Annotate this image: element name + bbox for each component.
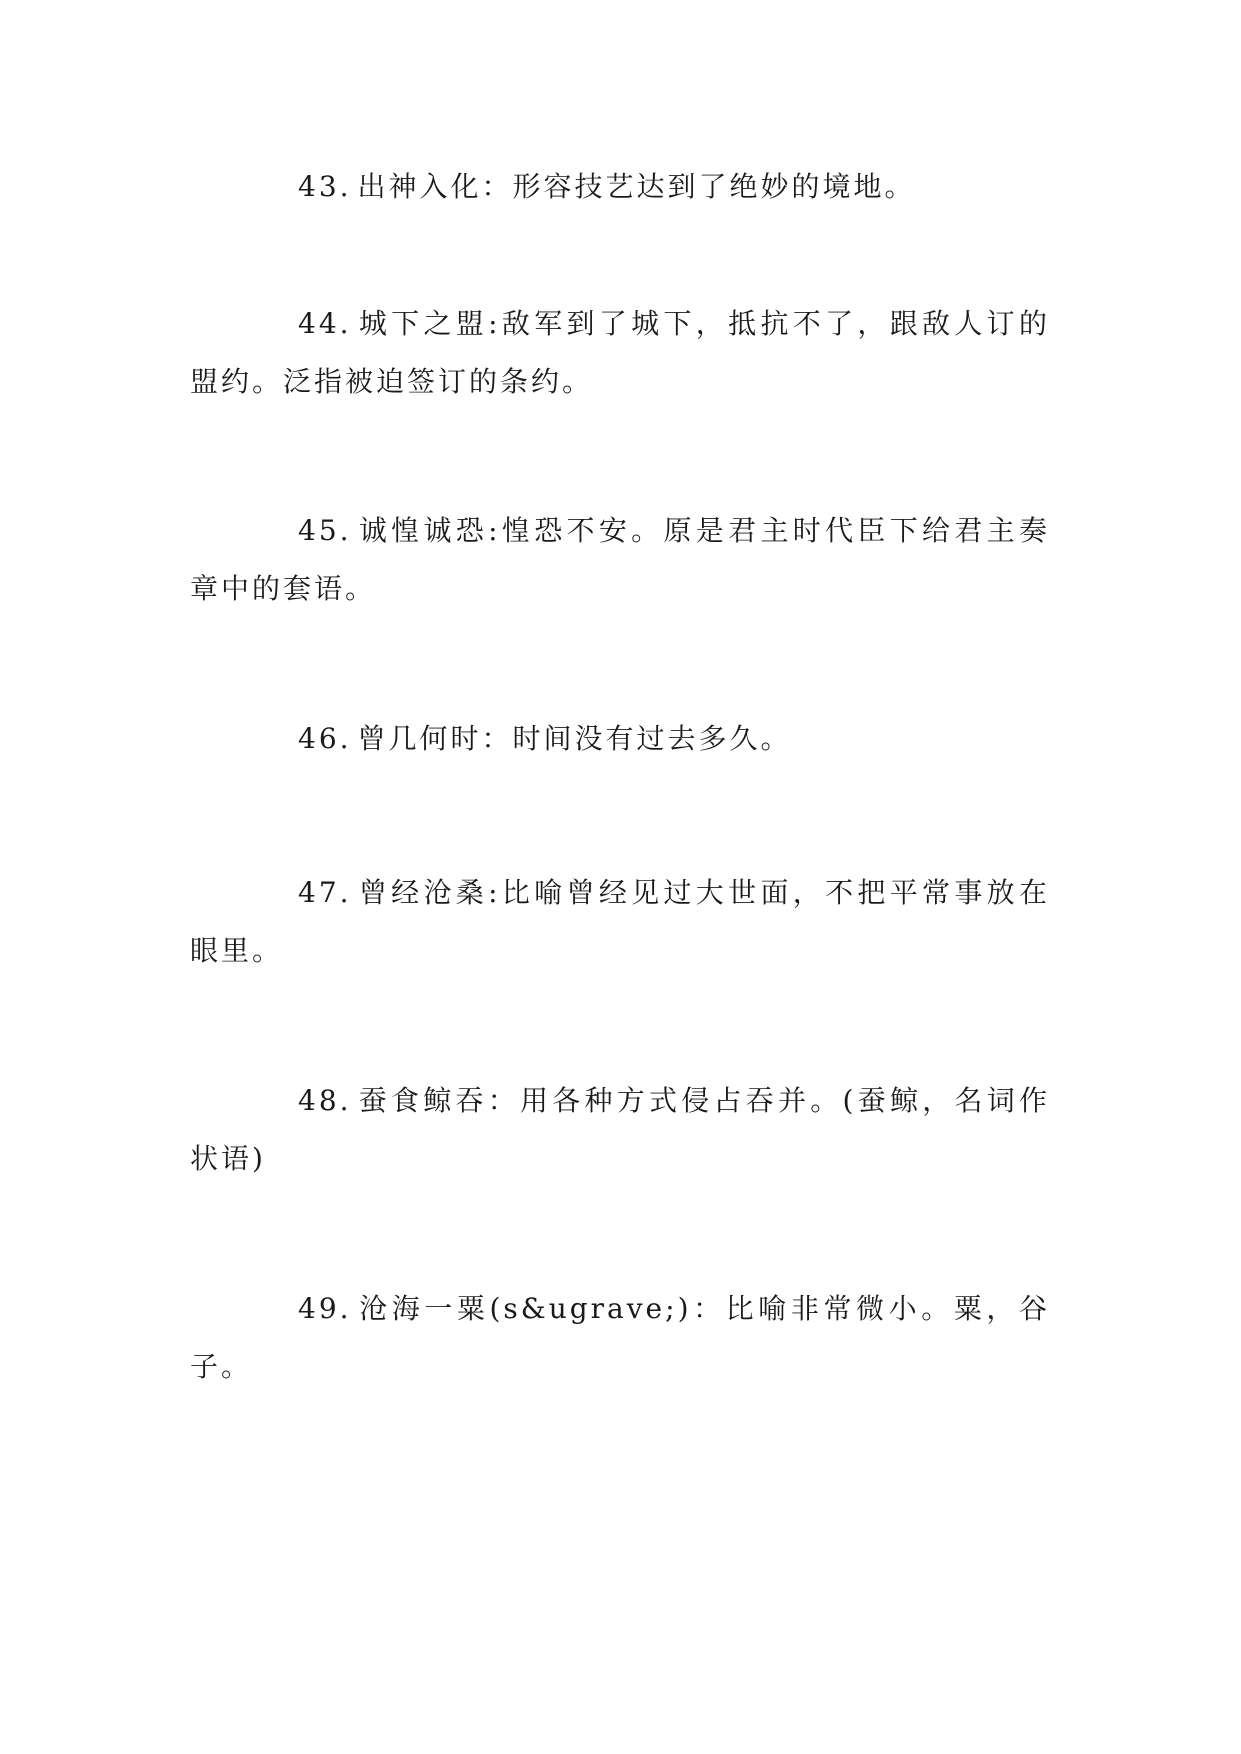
idiom-entry-44 bbox=[190, 295, 1050, 411]
entry-text: 蚕食鲸吞：用各种方式侵占吞并。(蚕鲸，名词作状语) bbox=[190, 1084, 1050, 1175]
entry-text: 出神入化：形容技艺达到了绝妙的境地。 bbox=[357, 170, 916, 203]
entry-number: 43. bbox=[298, 170, 352, 203]
idiom-entry-46 bbox=[190, 710, 1050, 768]
entry-number: 45. bbox=[298, 514, 352, 547]
entry-number: 47. bbox=[298, 876, 352, 909]
idiom-entry-47 bbox=[190, 864, 1050, 980]
idiom-entry-49 bbox=[190, 1280, 1050, 1396]
idiom-entry-48 bbox=[190, 1072, 1050, 1188]
idiom-entry-45 bbox=[190, 502, 1050, 618]
entry-number: 44. bbox=[298, 307, 352, 340]
idiom-entry-43 bbox=[190, 158, 1050, 216]
entry-text: 曾几何时：时间没有过去多久。 bbox=[357, 722, 792, 755]
entry-number: 48. bbox=[298, 1084, 352, 1117]
entry-number: 49. bbox=[298, 1292, 352, 1325]
entry-text: 诚惶诚恐:惶恐不安。原是君主时代臣下给君主奏章中的套语。 bbox=[190, 514, 1050, 605]
entry-text: 曾经沧桑:比喻曾经见过大世面，不把平常事放在眼里。 bbox=[190, 876, 1050, 967]
entry-text: 沧海一粟(s&ugrave;)：比喻非常微小。粟，谷子。 bbox=[190, 1292, 1050, 1383]
entry-text: 城下之盟:敌军到了城下，抵抗不了，跟敌人订的盟约。泛指被迫签订的条约。 bbox=[190, 307, 1050, 398]
entry-number: 46. bbox=[298, 722, 352, 755]
